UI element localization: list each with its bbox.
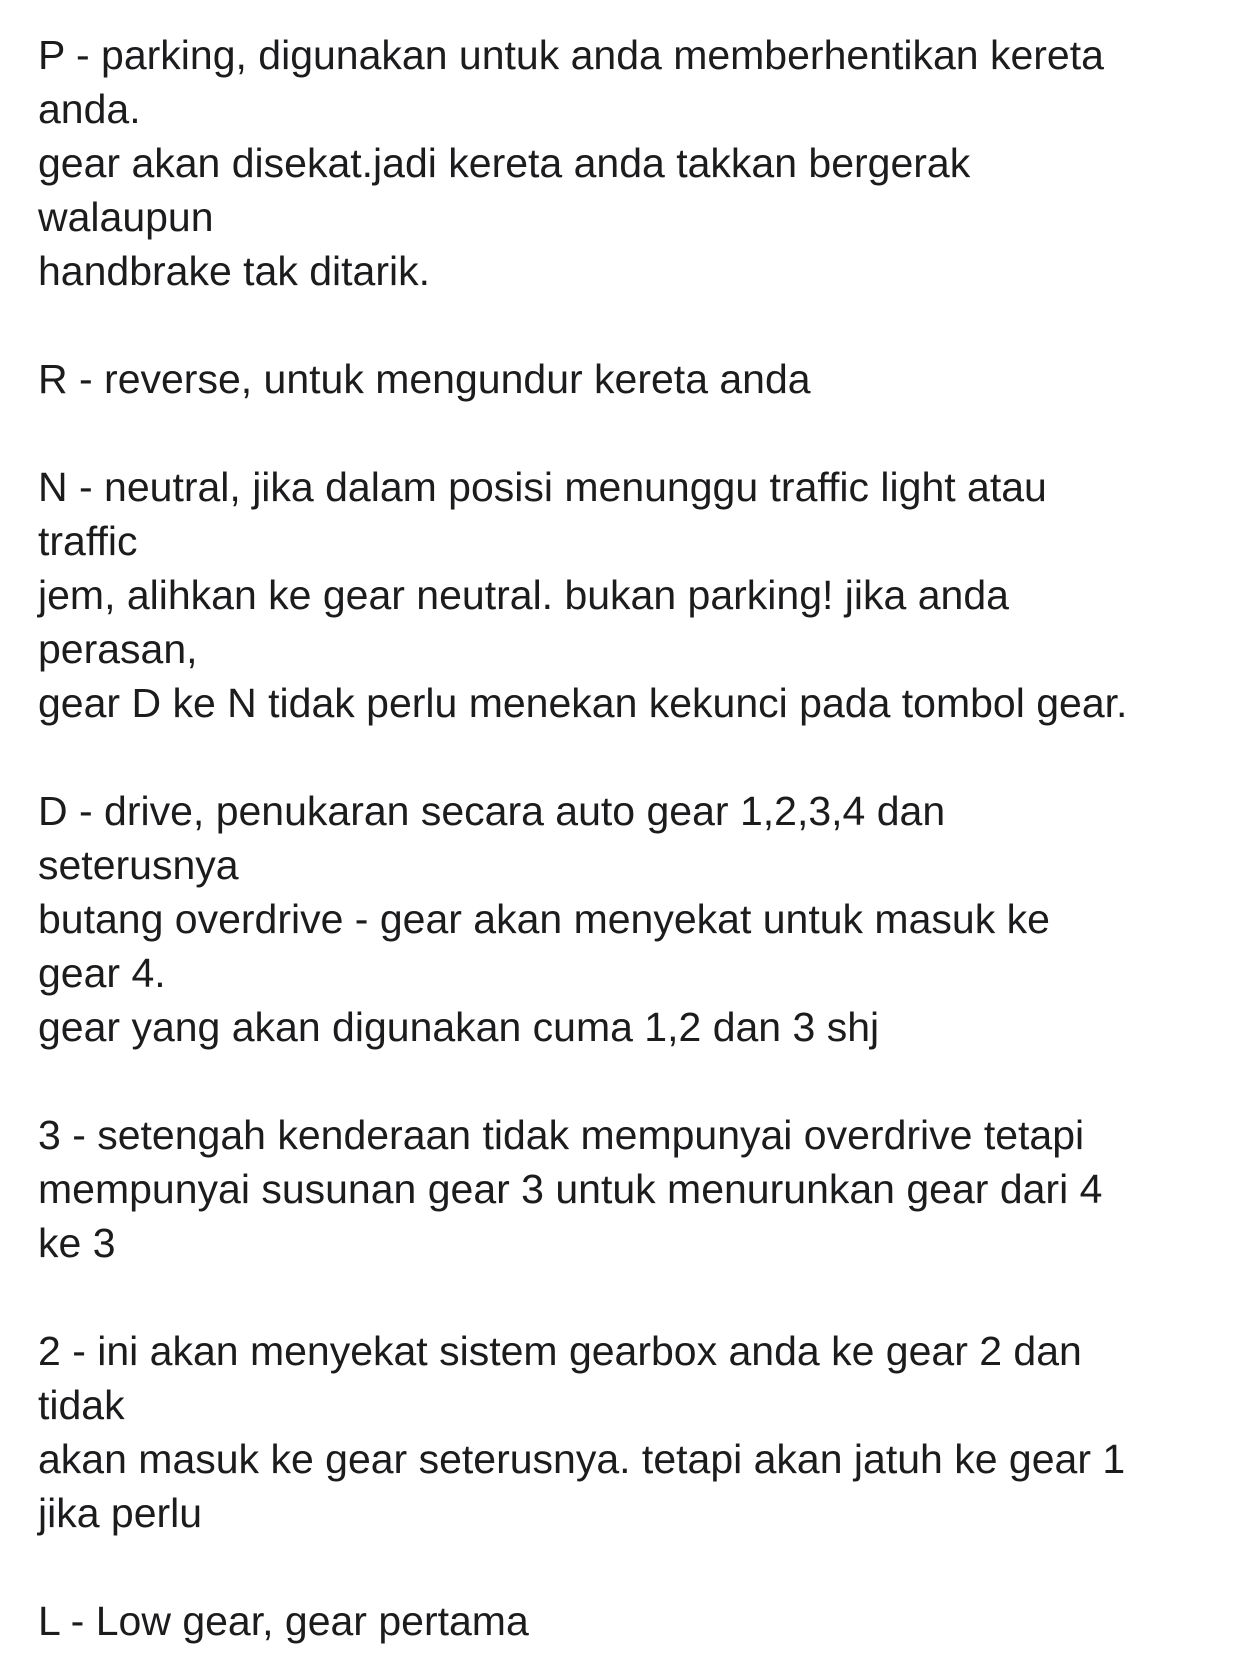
text-line: 2 - ini akan menyekat sistem gearbox anda ke gear 2 dan — [38, 1328, 1082, 1374]
paragraph-gap — [38, 406, 1218, 460]
paragraph-d-drive — [38, 784, 1218, 1054]
text-line: tidak — [38, 1382, 125, 1428]
text-line: D - drive, penukaran secara auto gear 1,2,3,4 dan — [38, 788, 946, 834]
paragraph-gap — [38, 298, 1218, 352]
text-line: ke 3 — [38, 1220, 116, 1266]
text-line: gear 4. — [38, 950, 166, 996]
paragraph-gap — [38, 1054, 1218, 1108]
paragraph-3 — [38, 1108, 1218, 1270]
paragraph-l-low-gear — [38, 1594, 1218, 1648]
text-line: 3 - setengah kenderaan tidak mempunyai overdrive tetapi — [38, 1112, 1085, 1158]
text-line: N - neutral, jika dalam posisi menunggu traffic light atau — [38, 464, 1047, 510]
text-line: gear yang akan digunakan cuma 1,2 dan 3 shj — [38, 1004, 880, 1050]
text-line: gear D ke N tidak perlu menekan kekunci pada tombol gear. — [38, 680, 1128, 726]
text-line: walaupun — [38, 194, 214, 240]
text-line: seterusnya — [38, 842, 239, 888]
text-line: jem, alihkan ke gear neutral. bukan parking! jika anda — [38, 572, 1009, 618]
paragraph-r-reverse — [38, 352, 1218, 406]
text-line: jika perlu — [38, 1490, 203, 1536]
text-line: P - parking, digunakan untuk anda memberhentikan kereta — [38, 32, 1104, 78]
paragraph-gap — [38, 730, 1218, 784]
text-line: anda. — [38, 86, 141, 132]
paragraph-gap — [38, 1270, 1218, 1324]
text-line: akan masuk ke gear seterusnya. tetapi akan jatuh ke gear 1 — [38, 1436, 1126, 1482]
text-line: R - reverse, untuk mengundur kereta anda — [38, 356, 811, 402]
paragraph-2 — [38, 1324, 1218, 1540]
paragraph-gap — [38, 1540, 1218, 1594]
gear-explanation-document — [38, 28, 1218, 1648]
text-line: gear akan disekat.jadi kereta anda takkan bergerak — [38, 140, 971, 186]
text-line: L - Low gear, gear pertama — [38, 1598, 529, 1644]
text-line: butang overdrive - gear akan menyekat untuk masuk ke — [38, 896, 1050, 942]
text-line: traffic — [38, 518, 138, 564]
text-line: handbrake tak ditarik. — [38, 248, 431, 294]
text-line: mempunyai susunan gear 3 untuk menurunkan gear dari 4 — [38, 1166, 1103, 1212]
paragraph-p-parking — [38, 28, 1218, 298]
paragraph-n-neutral — [38, 460, 1218, 730]
text-line: perasan, — [38, 626, 198, 672]
